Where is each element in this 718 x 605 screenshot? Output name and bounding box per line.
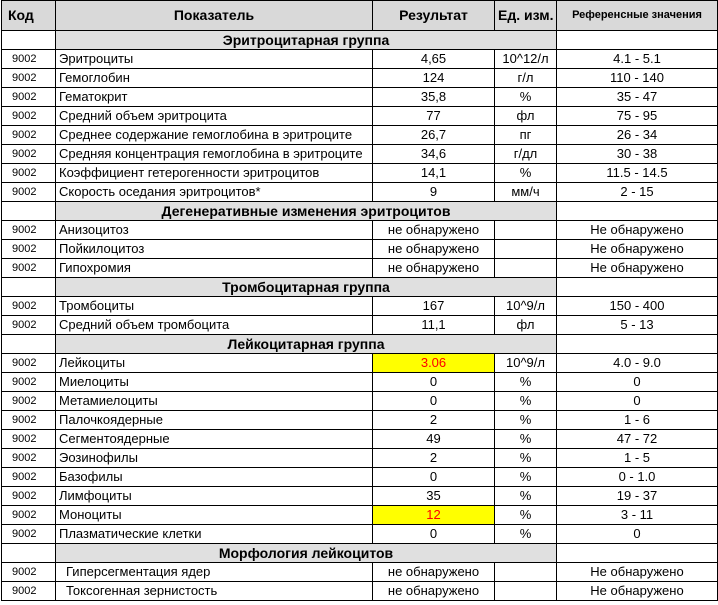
section-header-spacer: [2, 335, 56, 354]
unit-cell: %: [495, 430, 557, 449]
indicator-cell: Базофилы: [56, 468, 373, 487]
section-header-spacer: [557, 335, 718, 354]
header-unit: Ед. изм.: [495, 1, 557, 31]
table-row: [2, 582, 718, 601]
table-row: [2, 316, 718, 335]
reference-cell: 3 - 11: [557, 506, 718, 525]
code-cell: 9002: [2, 183, 56, 202]
code-cell: 9002: [2, 468, 56, 487]
table-row: [2, 183, 718, 202]
header-result: Результат: [373, 1, 495, 31]
unit-cell: фл: [495, 107, 557, 126]
code-cell: 9002: [2, 221, 56, 240]
code-cell: 9002: [2, 392, 56, 411]
table-row: [2, 88, 718, 107]
table-body: [2, 31, 718, 601]
unit-cell: %: [495, 449, 557, 468]
unit-cell: фл: [495, 316, 557, 335]
indicator-cell: Анизоцитоз: [56, 221, 373, 240]
reference-cell: 26 - 34: [557, 126, 718, 145]
section-header-row: [2, 278, 718, 297]
table-row: [2, 145, 718, 164]
result-cell: 124: [373, 69, 495, 88]
indicator-cell: Сегментоядерные: [56, 430, 373, 449]
code-cell: 9002: [2, 506, 56, 525]
code-cell: 9002: [2, 259, 56, 278]
section-header-spacer: [557, 31, 718, 50]
unit-cell: %: [495, 411, 557, 430]
result-cell: 0: [373, 525, 495, 544]
code-cell: 9002: [2, 145, 56, 164]
code-cell: 9002: [2, 69, 56, 88]
result-cell: 0: [373, 392, 495, 411]
header-code: Код: [2, 1, 56, 31]
result-cell: 2: [373, 449, 495, 468]
reference-cell: Не обнаружено: [557, 582, 718, 601]
code-cell: 9002: [2, 373, 56, 392]
indicator-cell: Токсогенная зернистость: [56, 582, 373, 601]
result-cell: 11,1: [373, 316, 495, 335]
code-cell: 9002: [2, 430, 56, 449]
reference-cell: 75 - 95: [557, 107, 718, 126]
section-title: Тромбоцитарная группа: [56, 278, 557, 297]
indicator-cell: Тромбоциты: [56, 297, 373, 316]
code-cell: 9002: [2, 88, 56, 107]
table-row: [2, 69, 718, 88]
result-cell: 0: [373, 468, 495, 487]
section-header-spacer: [557, 544, 718, 563]
code-cell: 9002: [2, 50, 56, 69]
reference-cell: 0: [557, 525, 718, 544]
table-row: [2, 259, 718, 278]
table-row: [2, 373, 718, 392]
section-header-spacer: [2, 202, 56, 221]
section-header-row: [2, 544, 718, 563]
result-cell: 34,6: [373, 145, 495, 164]
unit-cell: [495, 582, 557, 601]
code-cell: 9002: [2, 563, 56, 582]
unit-cell: г/л: [495, 69, 557, 88]
unit-cell: [495, 259, 557, 278]
indicator-cell: Средний объем тромбоцита: [56, 316, 373, 335]
section-header-row: [2, 335, 718, 354]
unit-cell: %: [495, 88, 557, 107]
indicator-cell: Коэффициент гетерогенности эритроцитов: [56, 164, 373, 183]
table-row: [2, 506, 718, 525]
result-cell: 77: [373, 107, 495, 126]
table-row: [2, 563, 718, 582]
unit-cell: мм/ч: [495, 183, 557, 202]
reference-cell: 0 - 1.0: [557, 468, 718, 487]
code-cell: 9002: [2, 297, 56, 316]
code-cell: 9002: [2, 354, 56, 373]
reference-cell: 19 - 37: [557, 487, 718, 506]
unit-cell: 10^12/л: [495, 50, 557, 69]
table-row: [2, 487, 718, 506]
table-row: [2, 525, 718, 544]
header-indicator: Показатель: [56, 1, 373, 31]
unit-cell: %: [495, 373, 557, 392]
code-cell: 9002: [2, 107, 56, 126]
section-header-spacer: [557, 202, 718, 221]
unit-cell: %: [495, 468, 557, 487]
header-reference: Референсные значения: [557, 1, 718, 31]
code-cell: 9002: [2, 164, 56, 183]
result-cell: 3.06: [373, 354, 495, 373]
unit-cell: [495, 240, 557, 259]
result-cell: 167: [373, 297, 495, 316]
unit-cell: [495, 563, 557, 582]
reference-cell: 0: [557, 392, 718, 411]
table-row: [2, 430, 718, 449]
table-row: [2, 50, 718, 69]
table-row: [2, 449, 718, 468]
indicator-cell: Миелоциты: [56, 373, 373, 392]
result-cell: не обнаружено: [373, 259, 495, 278]
indicator-cell: Средняя концентрация гемоглобина в эритроците: [56, 145, 373, 164]
unit-cell: 10^9/л: [495, 297, 557, 316]
indicator-cell: Эозинофилы: [56, 449, 373, 468]
indicator-cell: Пойкилоцитоз: [56, 240, 373, 259]
reference-cell: 110 - 140: [557, 69, 718, 88]
reference-cell: 4.1 - 5.1: [557, 50, 718, 69]
result-cell: 12: [373, 506, 495, 525]
result-cell: 35: [373, 487, 495, 506]
indicator-cell: Лимфоциты: [56, 487, 373, 506]
indicator-cell: Лейкоциты: [56, 354, 373, 373]
table-row: [2, 164, 718, 183]
indicator-cell: Палочкоядерные: [56, 411, 373, 430]
reference-cell: 2 - 15: [557, 183, 718, 202]
indicator-cell: Среднее содержание гемоглобина в эритроците: [56, 126, 373, 145]
reference-cell: 150 - 400: [557, 297, 718, 316]
table-row: [2, 392, 718, 411]
indicator-cell: Скорость оседания эритроцитов*: [56, 183, 373, 202]
section-header-spacer: [2, 544, 56, 563]
code-cell: 9002: [2, 316, 56, 335]
indicator-cell: Средний объем эритроцита: [56, 107, 373, 126]
section-title: Эритроцитарная группа: [56, 31, 557, 50]
code-cell: 9002: [2, 240, 56, 259]
indicator-cell: Моноциты: [56, 506, 373, 525]
section-header-spacer: [557, 278, 718, 297]
section-title: Морфология лейкоцитов: [56, 544, 557, 563]
unit-cell: 10^9/л: [495, 354, 557, 373]
section-title: Лейкоцитарная группа: [56, 335, 557, 354]
code-cell: 9002: [2, 487, 56, 506]
reference-cell: 5 - 13: [557, 316, 718, 335]
result-cell: 4,65: [373, 50, 495, 69]
result-cell: 35,8: [373, 88, 495, 107]
section-header-spacer: [2, 31, 56, 50]
result-cell: не обнаружено: [373, 221, 495, 240]
unit-cell: %: [495, 164, 557, 183]
lab-results-table: [1, 0, 718, 601]
result-cell: 49: [373, 430, 495, 449]
result-cell: 9: [373, 183, 495, 202]
code-cell: 9002: [2, 449, 56, 468]
table-row: [2, 297, 718, 316]
indicator-cell: Плазматические клетки: [56, 525, 373, 544]
code-cell: 9002: [2, 411, 56, 430]
unit-cell: [495, 221, 557, 240]
code-cell: 9002: [2, 525, 56, 544]
unit-cell: пг: [495, 126, 557, 145]
result-cell: не обнаружено: [373, 563, 495, 582]
indicator-cell: Эритроциты: [56, 50, 373, 69]
reference-cell: Не обнаружено: [557, 259, 718, 278]
unit-cell: %: [495, 487, 557, 506]
reference-cell: 11.5 - 14.5: [557, 164, 718, 183]
table-header: [2, 1, 718, 31]
header-row: [2, 1, 718, 31]
reference-cell: 30 - 38: [557, 145, 718, 164]
section-header-row: [2, 202, 718, 221]
indicator-cell: Метамиелоциты: [56, 392, 373, 411]
result-cell: 2: [373, 411, 495, 430]
table-row: [2, 354, 718, 373]
section-header-row: [2, 31, 718, 50]
section-title: Дегенеративные изменения эритроцитов: [56, 202, 557, 221]
unit-cell: г/дл: [495, 145, 557, 164]
section-header-spacer: [2, 278, 56, 297]
reference-cell: 47 - 72: [557, 430, 718, 449]
table-row: [2, 468, 718, 487]
unit-cell: %: [495, 506, 557, 525]
table-row: [2, 126, 718, 145]
indicator-cell: Гипохромия: [56, 259, 373, 278]
result-cell: 0: [373, 373, 495, 392]
code-cell: 9002: [2, 582, 56, 601]
result-cell: не обнаружено: [373, 582, 495, 601]
table-row: [2, 411, 718, 430]
unit-cell: %: [495, 392, 557, 411]
table-row: [2, 221, 718, 240]
result-cell: не обнаружено: [373, 240, 495, 259]
indicator-cell: Гиперсегментация ядер: [56, 563, 373, 582]
indicator-cell: Гемоглобин: [56, 69, 373, 88]
indicator-cell: Гематокрит: [56, 88, 373, 107]
reference-cell: 1 - 6: [557, 411, 718, 430]
reference-cell: Не обнаружено: [557, 221, 718, 240]
reference-cell: 1 - 5: [557, 449, 718, 468]
code-cell: 9002: [2, 126, 56, 145]
reference-cell: Не обнаружено: [557, 240, 718, 259]
reference-cell: 0: [557, 373, 718, 392]
table-row: [2, 107, 718, 126]
reference-cell: 4.0 - 9.0: [557, 354, 718, 373]
result-cell: 26,7: [373, 126, 495, 145]
reference-cell: Не обнаружено: [557, 563, 718, 582]
result-cell: 14,1: [373, 164, 495, 183]
reference-cell: 35 - 47: [557, 88, 718, 107]
unit-cell: %: [495, 525, 557, 544]
table-row: [2, 240, 718, 259]
